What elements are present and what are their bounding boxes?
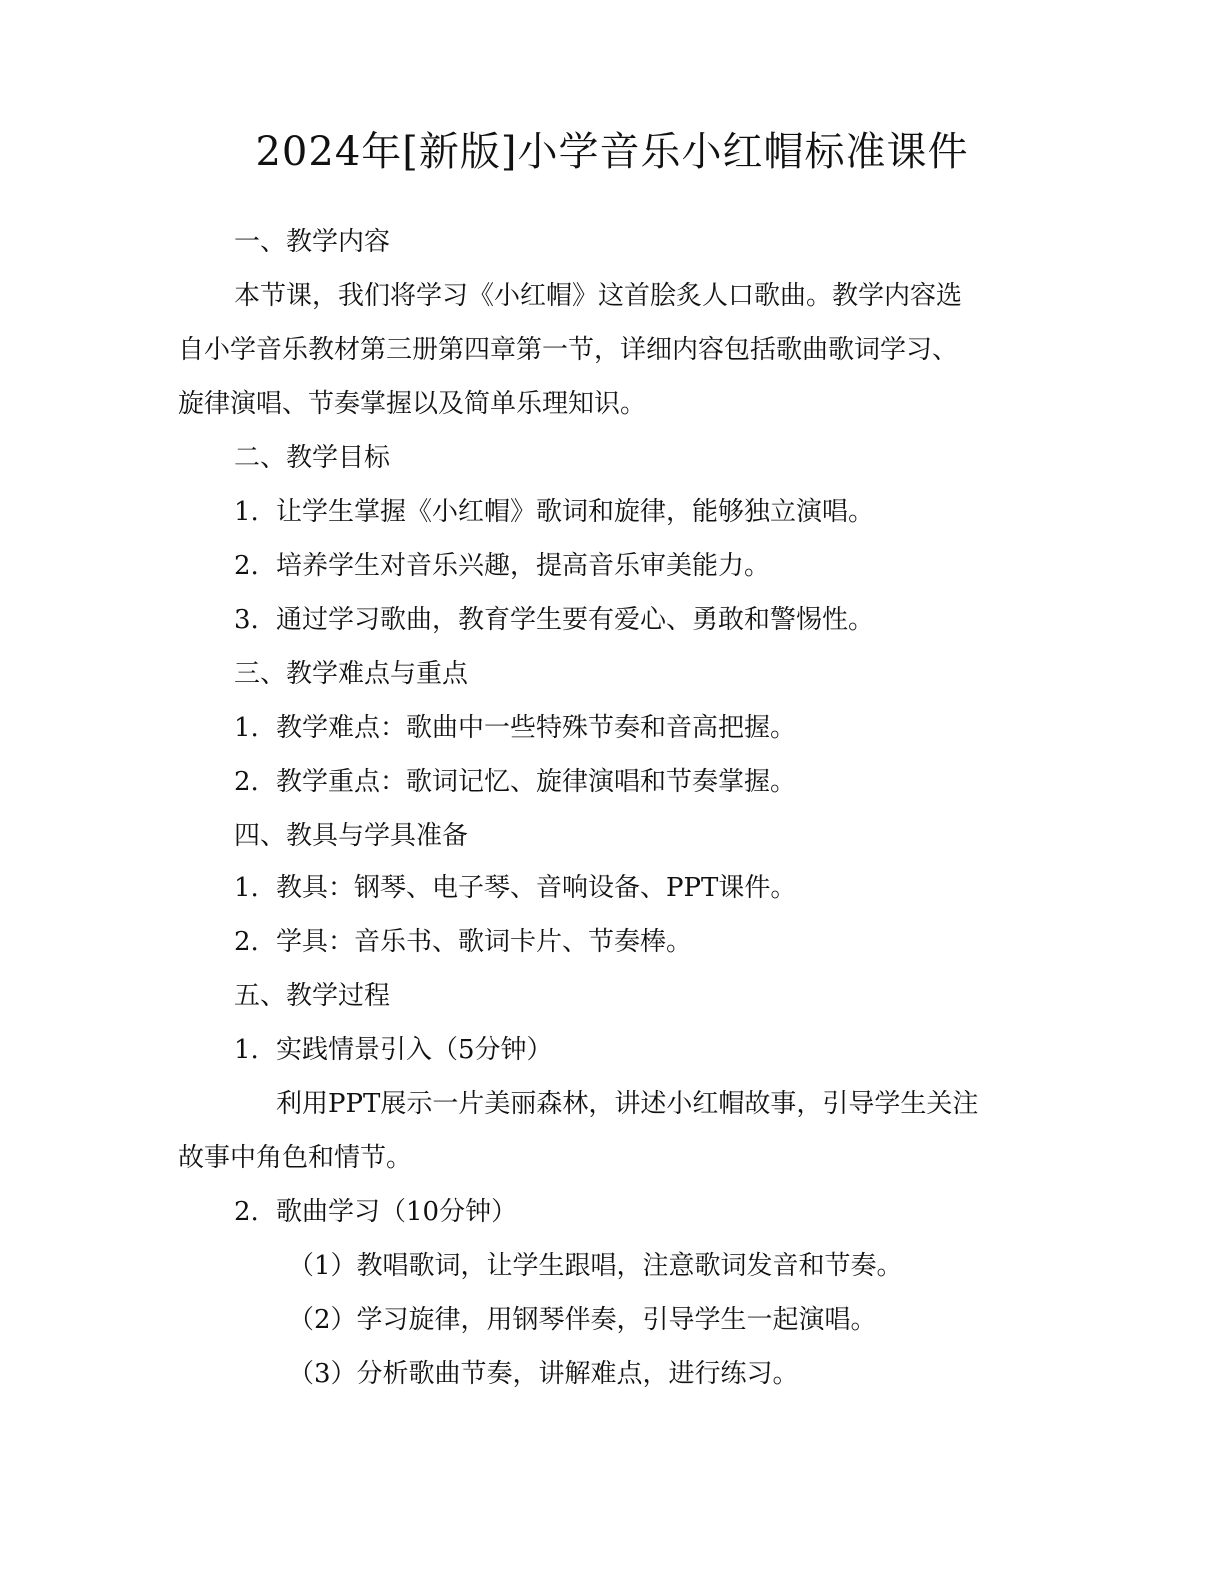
sub-item: （2）学习旋律，用钢琴伴奏，引导学生一起演唱。 — [288, 1305, 877, 1335]
paragraph-line: 本节课，我们将学习《小红帽》这首脍炙人口歌曲。教学内容选 — [234, 281, 963, 311]
section-heading-content: 一、教学内容 — [234, 227, 391, 257]
list-item — [234, 762, 796, 802]
list-item-text: 让学生掌握《小红帽》歌词和旋律，能够独立演唱。 — [276, 497, 875, 527]
paragraph-line: 自小学音乐教材第三册第四章第一节，详细内容包括歌曲歌词学习、 — [178, 335, 959, 365]
section-heading-process: 五、教学过程 — [234, 981, 391, 1011]
list-item-text: 通过学习歌曲，教育学生要有爱心、勇敢和警惕性。 — [276, 605, 875, 635]
list-item-number: 1. — [234, 713, 259, 743]
list-item-text: 学具：音乐书、歌词卡片、节奏棒。 — [276, 927, 693, 957]
list-item — [234, 708, 796, 748]
section-heading-goals: 二、教学目标 — [234, 443, 391, 473]
list-item-text: 培养学生对音乐兴趣，提高音乐审美能力。 — [276, 551, 771, 581]
document-title: 2024年[新版]小学音乐小红帽标准课件 — [255, 129, 969, 175]
list-item — [234, 492, 874, 532]
section-heading-materials: 四、教具与学具准备 — [234, 821, 469, 851]
sub-item: （3）分析歌曲节奏，讲解难点，进行练习。 — [288, 1359, 799, 1389]
list-item-number: 3. — [234, 605, 259, 635]
list-item — [234, 1030, 553, 1070]
list-item-number: 2. — [234, 767, 259, 797]
list-item — [234, 546, 770, 586]
list-item-number: 2. — [234, 551, 259, 581]
paragraph-line: 旋律演唱、节奏掌握以及简单乐理知识。 — [178, 389, 647, 419]
list-item-number: 2. — [234, 927, 259, 957]
list-item — [234, 868, 796, 908]
list-item-text: 教学难点：歌曲中一些特殊节奏和音高把握。 — [276, 713, 797, 743]
section-heading-difficulties: 三、教学难点与重点 — [234, 659, 469, 689]
sub-item: （1）教唱歌词，让学生跟唱，注意歌词发音和节奏。 — [288, 1251, 903, 1281]
list-item-text: 实践情景引入（5分钟） — [276, 1035, 553, 1065]
list-item-text: 教学重点：歌词记忆、旋律演唱和节奏掌握。 — [276, 767, 797, 797]
list-item — [234, 922, 692, 962]
list-item-text: 歌曲学习（10分钟） — [276, 1197, 518, 1227]
list-item-number: 1. — [234, 1035, 259, 1065]
paragraph-line: 利用PPT展示一片美丽森林，讲述小红帽故事，引导学生关注 — [276, 1089, 979, 1119]
list-item-number: 1. — [234, 873, 259, 903]
list-item-number: 1. — [234, 497, 259, 527]
list-item-text: 教具：钢琴、电子琴、音响设备、PPT课件。 — [276, 873, 797, 903]
list-item — [234, 600, 874, 640]
list-item-number: 2. — [234, 1197, 259, 1227]
list-item — [234, 1192, 517, 1232]
paragraph-line: 故事中角色和情节。 — [178, 1143, 413, 1173]
